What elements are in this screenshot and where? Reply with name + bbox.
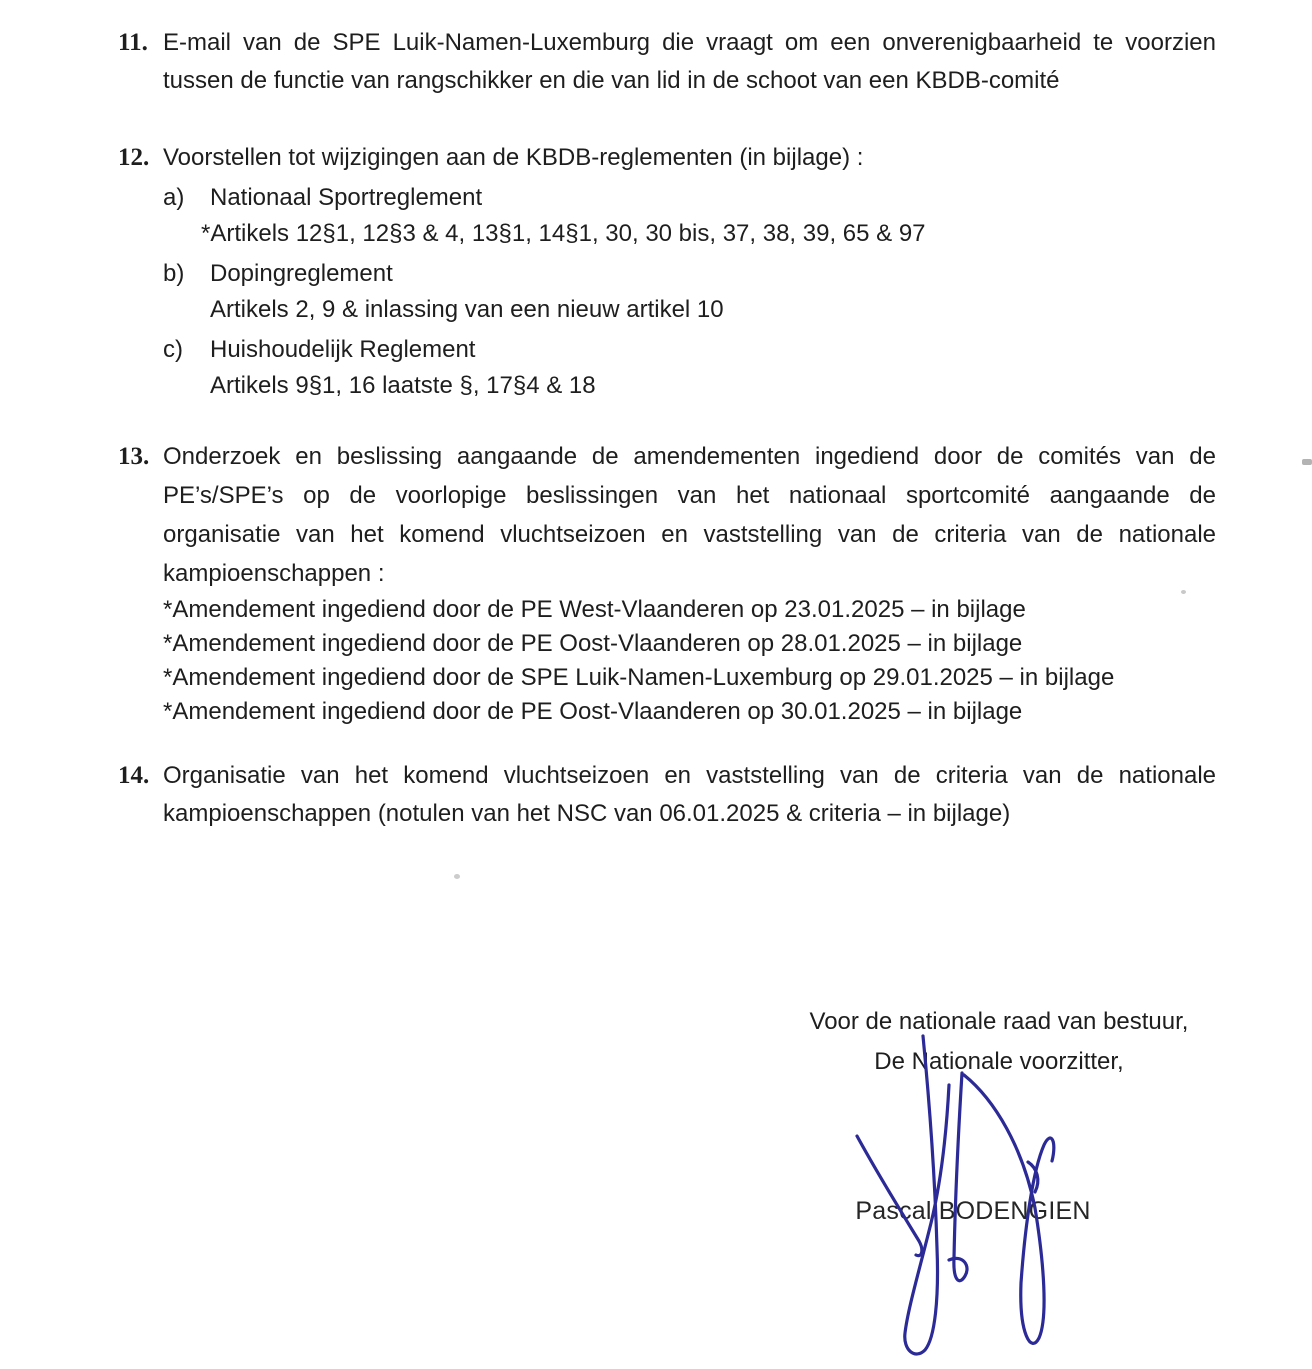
- scan-artifact: [454, 874, 460, 879]
- sub-item-letter: b): [163, 260, 185, 287]
- agenda-item-number: 11.: [118, 29, 148, 56]
- agenda-item-text-line: Onderzoek en beslissing aangaande de amendementen ingediend door de comités van de: [163, 443, 1216, 470]
- closing-line-2: De Nationale voorzitter,: [874, 1048, 1124, 1075]
- signatory-name: Pascal BODENGIEN: [855, 1197, 1091, 1225]
- scan-artifact: [1181, 590, 1186, 594]
- sub-item-c: [163, 332, 1216, 368]
- sub-item-detail: Artikels 9§1, 16 laatste §, 17§4 & 18: [210, 372, 596, 399]
- agenda-item-14: [118, 757, 1216, 833]
- sub-item-letter: a): [163, 184, 185, 211]
- agenda-item-text-line: kampioenschappen (notulen van het NSC van 06.01.2025 & criteria – in bijlage): [163, 800, 1011, 827]
- agenda-item-12: [118, 139, 1216, 404]
- agenda-item-number: 12.: [118, 144, 150, 171]
- amendment-line: *Amendement ingediend door de SPE Luik-Namen-Luxemburg op 29.01.2025 – in bijlage: [163, 664, 1115, 691]
- signature-stroke: [1028, 1162, 1038, 1192]
- agenda-item-heading: Voorstellen tot wijzigingen aan de KBDB-reglementen (in bijlage) :: [163, 144, 864, 171]
- sub-item-letter: c): [163, 336, 183, 363]
- sub-item-a: [163, 180, 1216, 216]
- sub-item-detail: Artikels 2, 9 & inlassing van een nieuw artikel 10: [210, 296, 724, 323]
- sub-item-detail: *Artikels 12§1, 12§3 & 4, 13§1, 14§1, 30, 30 bis, 37, 38, 39, 65 & 97: [201, 220, 926, 247]
- agenda-item-text-line: E-mail van de SPE Luik-Namen-Luxemburg die vraagt om een onverenigbaarheid te voorzien: [163, 29, 1216, 56]
- sub-item-c-detail: [163, 368, 1216, 404]
- sub-item-title: Huishoudelijk Reglement: [210, 336, 476, 363]
- signature-stroke: [857, 1136, 922, 1256]
- agenda-item-number: 13.: [118, 443, 150, 470]
- sub-item-a-detail: [163, 216, 1216, 252]
- sub-item-title: Nationaal Sportreglement: [210, 184, 483, 211]
- agenda-item-text-line: organisatie van het komend vluchtseizoen en vaststelling van de criteria van de nationale: [163, 521, 1216, 548]
- signature-stroke: [905, 1036, 949, 1354]
- agenda-item-13: [118, 437, 1216, 729]
- sub-item-b-detail: [163, 292, 1216, 328]
- agenda-item-number: 14.: [118, 762, 150, 789]
- scan-artifact: [1302, 459, 1312, 465]
- agenda-item-11: [118, 24, 1216, 99]
- amendment-line: *Amendement ingediend door de PE West-Vlaanderen op 23.01.2025 – in bijlage: [163, 596, 1026, 623]
- amendment-line: *Amendement ingediend door de PE Oost-Vlaanderen op 30.01.2025 – in bijlage: [163, 698, 1023, 725]
- signature-stroke: [949, 1073, 967, 1281]
- closing-block: [760, 1002, 1238, 1082]
- sub-item-b: [163, 256, 1216, 292]
- agenda-item-text-line: Organisatie van het komend vluchtseizoen en vaststelling van de criteria van de nationale: [163, 762, 1216, 789]
- amendment-line: *Amendement ingediend door de PE Oost-Vlaanderen op 28.01.2025 – in bijlage: [163, 630, 1023, 657]
- closing-line-1: Voor de nationale raad van bestuur,: [809, 1008, 1189, 1035]
- sub-item-title: Dopingreglement: [210, 260, 393, 287]
- agenda-item-text-line: tussen de functie van rangschikker en die van lid in de schoot van een KBDB-comité: [163, 67, 1060, 94]
- agenda-item-text-line: kampioenschappen :: [163, 560, 385, 587]
- sub-item-list: [163, 180, 1216, 404]
- agenda-item-text-line: PE’s/SPE’s op de voorlopige beslissingen van het nationaal sportcomité aangaande de: [163, 482, 1216, 509]
- amendment-list: [163, 593, 1216, 729]
